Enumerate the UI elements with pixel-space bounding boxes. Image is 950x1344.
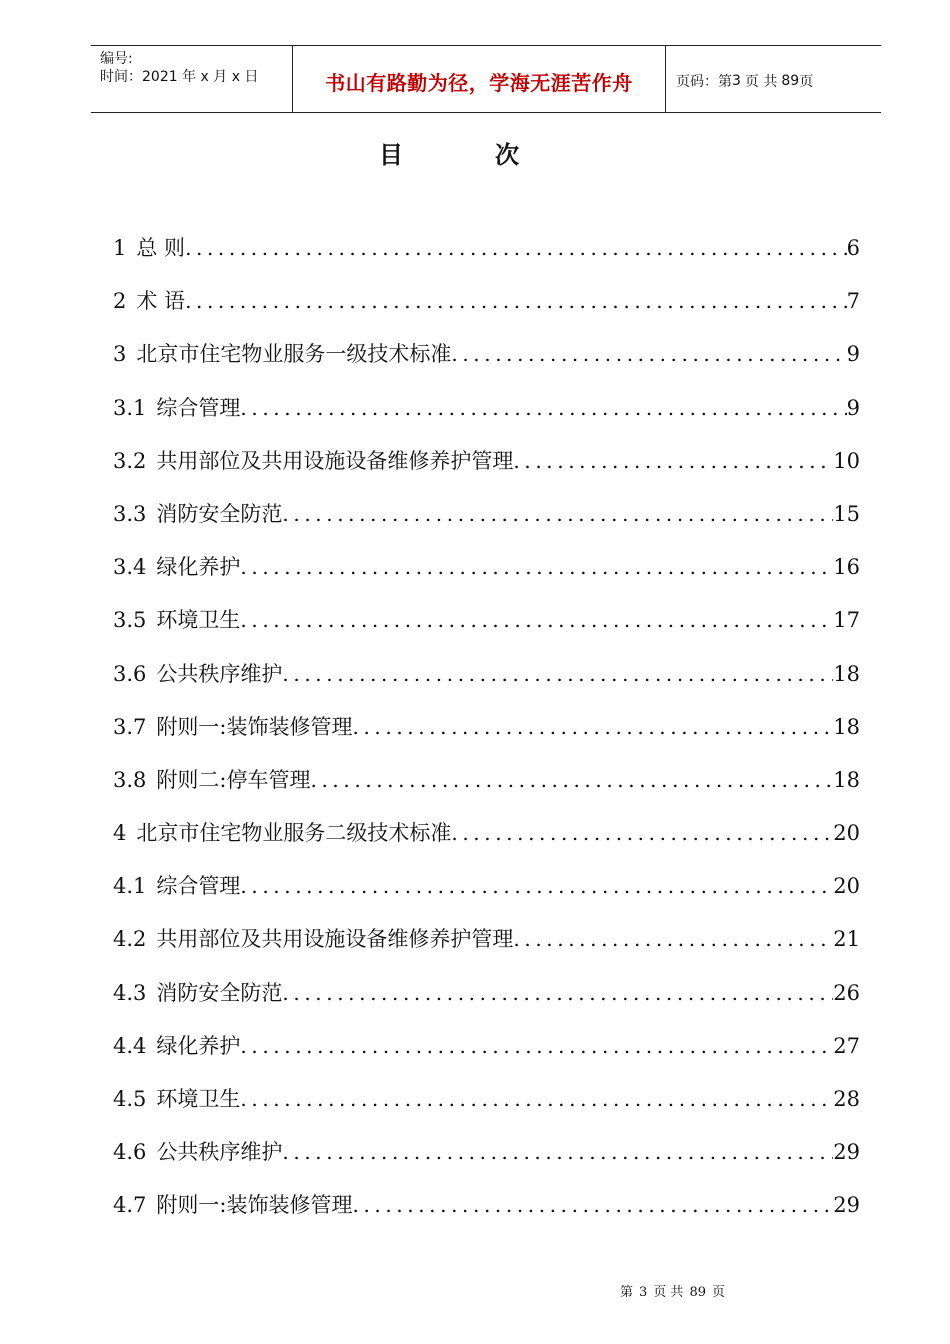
toc-entry-label	[113, 551, 240, 581]
toc-entry-number: 4	[113, 821, 127, 846]
toc-dot-leader	[282, 981, 833, 1005]
toc-entry-text: 总 则	[136, 236, 186, 260]
toc-entry[interactable]	[113, 338, 860, 391]
header-page-suffix: 页	[799, 74, 814, 90]
toc-entry-number: 3.5	[113, 608, 147, 633]
toc-entry-page: 18	[833, 714, 860, 739]
toc-entry-text: 术 语	[136, 289, 186, 314]
toc-entry[interactable]	[113, 977, 860, 1030]
toc-entry-number: 3.2	[113, 448, 147, 473]
toc-entry[interactable]	[113, 658, 860, 711]
toc-entry-page: 6	[846, 236, 860, 260]
toc-entry-number: 4.1	[113, 874, 147, 899]
table-of-contents	[113, 232, 860, 1243]
toc-entry-label	[113, 711, 352, 741]
toc-entry-label	[113, 658, 282, 688]
toc-entry-text: 绿化养护	[156, 555, 241, 580]
toc-dot-leader	[282, 1140, 833, 1164]
toc-entry-number: 4.4	[113, 1033, 147, 1058]
toc-dot-leader	[240, 555, 833, 579]
toc-dot-leader	[240, 1034, 833, 1058]
toc-entry-text: 北京市住宅物业服务一级技术标准	[136, 342, 452, 367]
toc-dot-leader	[240, 608, 833, 632]
header-page-number	[666, 46, 881, 112]
toc-entry[interactable]	[113, 1030, 860, 1083]
toc-entry-number: 4.3	[113, 980, 147, 1005]
toc-entry[interactable]	[113, 870, 860, 923]
toc-entry-page: 28	[833, 1087, 860, 1111]
toc-entry-number: 2	[113, 289, 127, 314]
toc-dot-leader	[185, 236, 847, 260]
footer-mid: 页 共	[653, 1285, 684, 1300]
toc-entry[interactable]	[113, 1136, 860, 1189]
toc-entry[interactable]	[113, 1083, 860, 1136]
toc-dot-leader	[352, 715, 833, 739]
toc-entry-text: 公共秩序维护	[156, 661, 283, 686]
header-page-total: 89	[781, 73, 800, 89]
toc-entry-label	[113, 338, 451, 368]
toc-entry-label	[113, 817, 451, 847]
page-header	[91, 45, 881, 113]
toc-entry-number: 4.6	[113, 1140, 147, 1165]
footer-prefix: 第	[620, 1285, 634, 1300]
toc-entry-page: 20	[833, 874, 860, 899]
toc-dot-leader	[352, 1193, 833, 1217]
toc-entry-number: 1	[113, 236, 127, 260]
footer-current: 3	[639, 1285, 648, 1300]
header-motto-cell	[293, 46, 666, 112]
toc-entry-number: 3.6	[113, 661, 147, 686]
toc-entry-page: 18	[833, 767, 860, 792]
toc-entry-label	[113, 764, 310, 794]
toc-entry-number: 3	[113, 342, 127, 367]
toc-entry-text: 综合管理	[156, 395, 241, 420]
toc-entry-label	[113, 498, 282, 528]
toc-dot-leader	[185, 289, 847, 313]
toc-entry[interactable]	[113, 711, 860, 764]
toc-entry-page: 17	[833, 608, 860, 633]
toc-entry-page: 10	[833, 448, 860, 473]
toc-entry[interactable]	[113, 604, 860, 657]
page-footer	[0, 1281, 950, 1300]
toc-entry-number: 3.1	[113, 395, 147, 420]
toc-entry-label	[113, 1189, 352, 1219]
header-page-prefix: 页码：第	[676, 74, 732, 90]
toc-entry[interactable]	[113, 1189, 860, 1242]
toc-entry-page: 21	[833, 927, 860, 952]
toc-entry[interactable]	[113, 498, 860, 551]
toc-entry-page: 15	[833, 501, 860, 526]
toc-dot-leader	[240, 1087, 833, 1111]
toc-dot-leader	[240, 396, 846, 420]
toc-entry-label	[113, 285, 185, 315]
toc-entry-page: 18	[833, 661, 860, 686]
toc-entry-label	[113, 1136, 282, 1166]
toc-entry-number: 3.8	[113, 767, 147, 792]
toc-entry-text: 消防安全防范	[156, 980, 283, 1005]
toc-entry-page: 16	[833, 555, 860, 580]
toc-dot-leader	[282, 662, 833, 686]
toc-dot-leader	[310, 768, 833, 792]
toc-entry-page: 27	[833, 1033, 860, 1058]
toc-entry[interactable]	[113, 923, 860, 976]
toc-entry[interactable]	[113, 764, 860, 817]
toc-entry-text: 消防安全防范	[156, 501, 283, 526]
toc-entry-page: 29	[833, 1140, 860, 1165]
toc-entry-text: 公共秩序维护	[156, 1140, 283, 1165]
header-meta	[91, 46, 293, 112]
toc-entry-page: 7	[846, 289, 860, 314]
toc-entry-text: 共用部位及共用设施设备维修养护管理	[156, 448, 514, 473]
toc-entry-label	[113, 977, 282, 1007]
toc-entry-text: 附则一:装饰装修管理	[156, 714, 353, 739]
header-page-current: 3	[732, 73, 741, 89]
toc-entry-label	[113, 392, 240, 422]
toc-entry-label	[113, 445, 513, 475]
toc-entry-label	[113, 604, 240, 634]
toc-entry-label	[113, 1083, 240, 1113]
toc-dot-leader	[451, 821, 833, 845]
toc-dot-leader	[513, 449, 833, 473]
toc-entry-page: 9	[846, 342, 860, 367]
toc-entry[interactable]	[113, 285, 860, 338]
doc-time-label: 时间：2021 年 x 月 x 日	[100, 69, 259, 85]
toc-entry-text: 共用部位及共用设施设备维修养护管理	[156, 927, 514, 952]
toc-entry-page: 26	[833, 980, 860, 1005]
toc-entry-page: 9	[846, 395, 860, 420]
toc-dot-leader	[451, 342, 846, 366]
doc-code-label: 编号:	[100, 51, 133, 67]
toc-entry-label	[113, 232, 185, 262]
toc-dot-leader	[282, 502, 833, 526]
toc-entry-number: 4.5	[113, 1087, 147, 1111]
toc-entry-text: 环境卫生	[156, 608, 241, 633]
toc-entry-page: 29	[833, 1193, 860, 1218]
toc-entry-number: 3.3	[113, 501, 147, 526]
header-page-mid: 页 共	[744, 74, 778, 90]
toc-entry-label	[113, 1030, 240, 1060]
footer-suffix: 页	[711, 1285, 725, 1300]
toc-entry-label	[113, 923, 513, 953]
toc-entry-text: 附则二:停车管理	[156, 767, 311, 792]
page-title: 目次	[379, 141, 611, 169]
toc-entry-number: 4.7	[113, 1193, 147, 1218]
toc-entry-label	[113, 870, 240, 900]
toc-entry[interactable]	[113, 817, 860, 870]
toc-dot-leader	[513, 927, 833, 951]
toc-entry[interactable]	[113, 445, 860, 498]
toc-entry-text: 综合管理	[156, 874, 241, 899]
toc-entry-text: 绿化养护	[156, 1033, 241, 1058]
toc-entry-text: 北京市住宅物业服务二级技术标准	[136, 821, 452, 846]
toc-entry[interactable]	[113, 232, 860, 285]
toc-entry-text: 附则一:装饰装修管理	[156, 1193, 353, 1218]
header-motto: 书山有路勤为径，学海无涯苦作舟	[325, 70, 633, 95]
toc-dot-leader	[240, 874, 833, 898]
toc-entry[interactable]	[113, 392, 860, 445]
toc-entry[interactable]	[113, 551, 860, 604]
toc-entry-number: 3.7	[113, 714, 147, 739]
toc-entry-text: 环境卫生	[156, 1087, 241, 1111]
toc-entry-number: 4.2	[113, 927, 147, 952]
footer-total: 89	[689, 1285, 706, 1300]
toc-entry-page: 20	[833, 821, 860, 846]
toc-entry-number: 3.4	[113, 555, 147, 580]
